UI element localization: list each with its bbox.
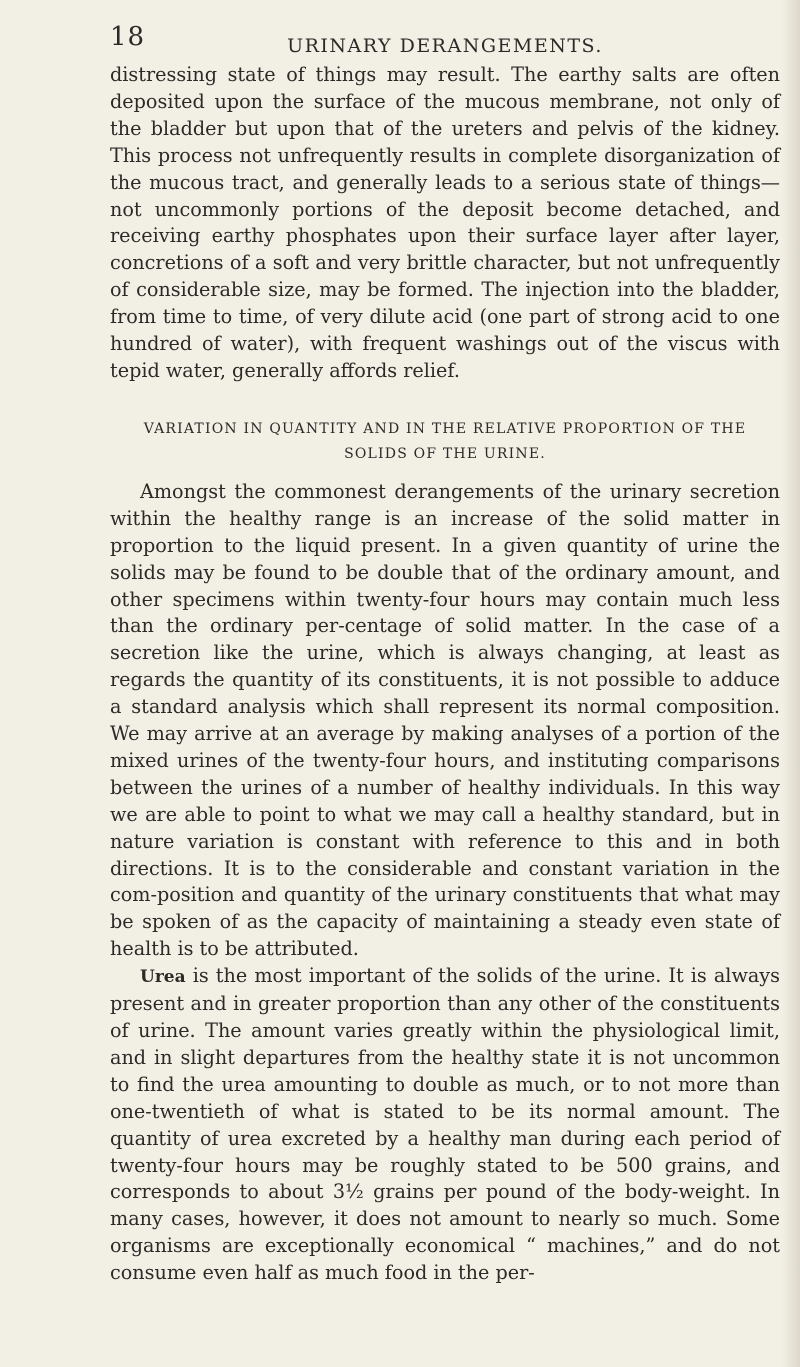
paragraph-urea-text: is the most important of the solids of the urine. It is always present and in greater proportion than any other of the constituents of urine. The amount varies greatly within the physiological limit, and in slight departures from the healthy state it is not uncommon to find the urea amounting to double as much, or to not more than one-twentieth of what is stated to be its normal amount. The quantity of urea excreted by a healthy man during each period of twenty-four hours may be roughly stated to be 500 grains, and corresponds to about 3½ grains per pound of the body-weight. In many cases, however, it does not amount to nearly so much. Some organisms are exceptionally economical “ machines,” and do not consume even half as much food in the per- bbox=[110, 964, 780, 1285]
paragraph-continuation: distressing state of things may result. The earthy salts are often deposited upon the surface of the mucous membrane, not only of the bladder but upon that of the ureters and pelvis of the kidney. This process not unfrequently results in complete disorganization of the mucous tract, and generally leads to a serious state of things—not uncommonly portions of the deposit become detached, and receiving earthy phosphates upon their surface layer after layer, concretions of a soft and very brittle character, but not unfrequently of considerable size, may be formed. The injection into the bladder, from time to time, of very dilute acid (one part of strong acid to one hundred of water), with frequent washings out of the viscus with tepid water, generally affords relief. bbox=[110, 63, 780, 382]
page-edge-shadow bbox=[782, 0, 800, 1367]
running-title: URINARY DERANGEMENTS. bbox=[287, 35, 603, 57]
paragraph-commonest-derangements: Amongst the commonest derangements of the urinary secretion within the healthy range is an increase of the solid matter in proportion to the liquid present. In a given quantity of urine the solids may be found to be double that of the ordinary amount, and other specimens within twenty-four hours may contain much less than the ordinary per-centage of solid matter. In the case of a secretion like the urine, which is always changing, at least as regards the quantity of its constituents, it is not possible to adduce a standard analysis which shall represent its normal composition. We may arrive at an average by making analyses of a portion of the mixed urines of the twenty-four hours, and instituting comparisons between the urines of a number of healthy individuals. In this way we are able to point to what we may call a healthy standard, but in nature variation is constant with reference to this and in both directions. It is to the considerable and constant variation in the com-position and quantity of the urinary constituents that what may be spoken of as the capacity of maintaining a steady even state of health is to be attributed. bbox=[110, 479, 780, 961]
page-header bbox=[110, 22, 780, 62]
section-heading: VARIATION IN QUANTITY AND IN THE RELATIVE PROPORTION OF THE SOLIDS OF THE URINE. bbox=[143, 420, 747, 462]
paragraph-urea bbox=[110, 963, 780, 1287]
page-number: 18 bbox=[110, 22, 146, 52]
book-page bbox=[110, 22, 780, 1287]
term-urea: Urea bbox=[140, 967, 186, 988]
